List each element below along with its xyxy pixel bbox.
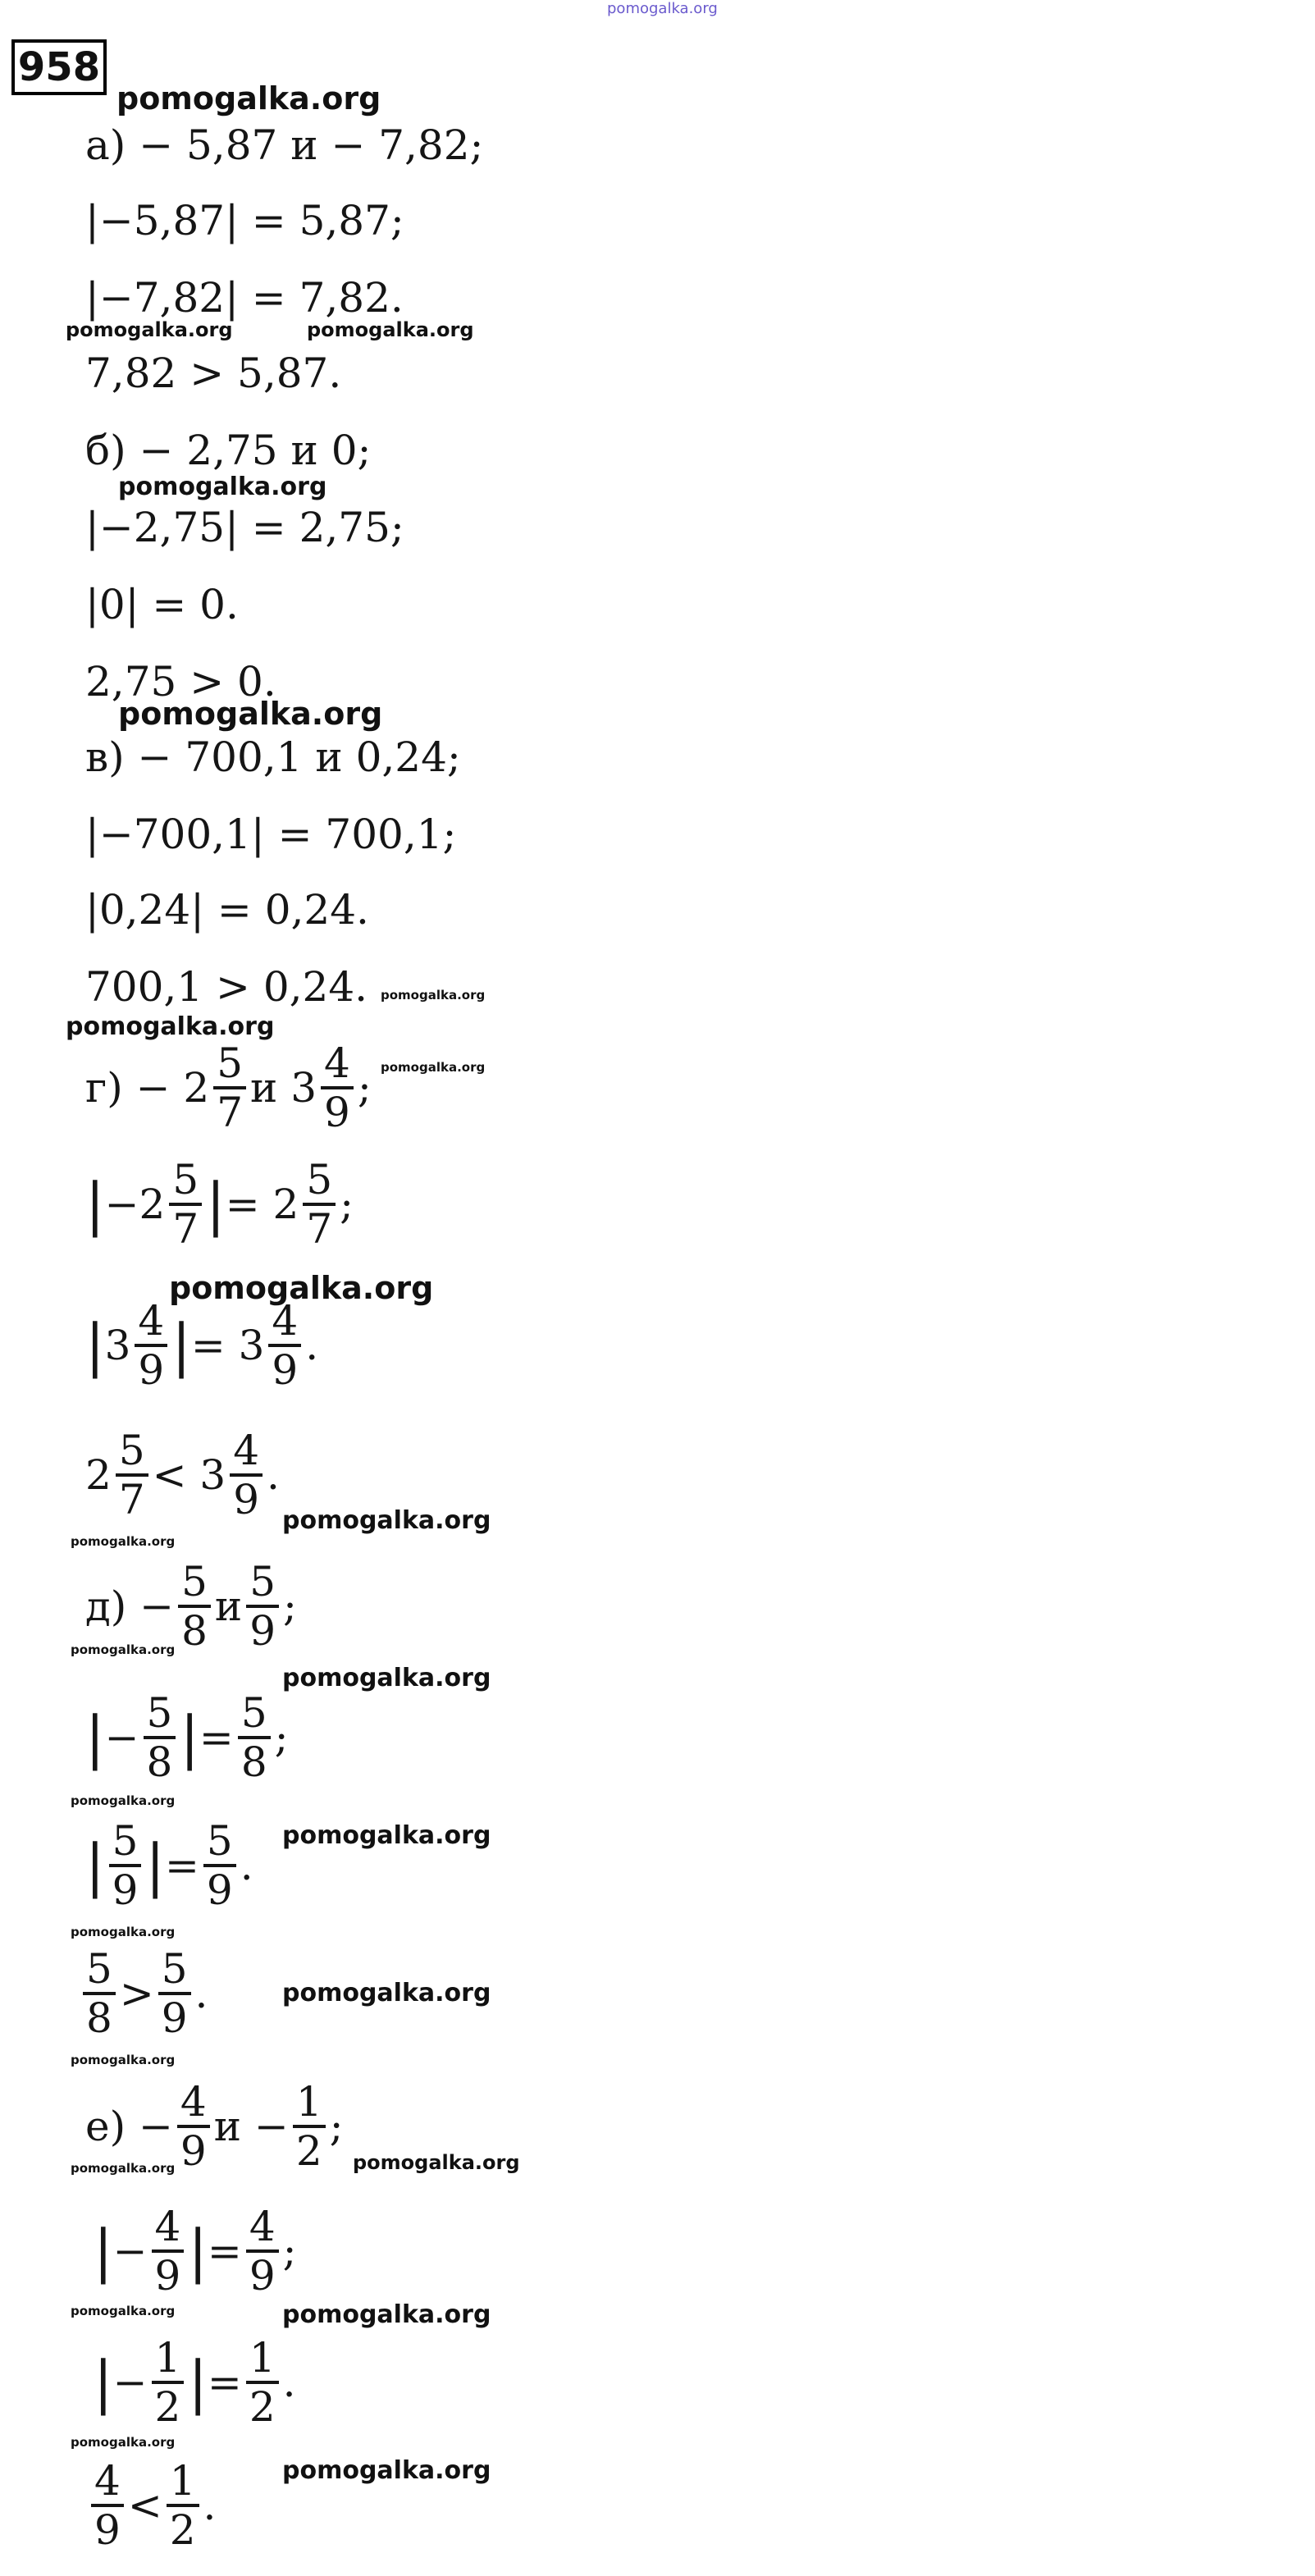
- solution-line: в) − 700,1 и 0,24;: [85, 733, 461, 781]
- watermark: pomogalka.org: [71, 2161, 176, 2176]
- watermark: pomogalka.org: [71, 2435, 176, 2450]
- fraction: $\frac{1}{2}$: [246, 2335, 279, 2430]
- fraction: $\frac{4}{9}$: [268, 1298, 301, 1393]
- abs-bar: |: [85, 1704, 105, 1771]
- solution-line: 7,82 > 5,87.: [85, 349, 342, 397]
- fraction: $\frac{4}{9}$: [177, 2079, 210, 2174]
- abs-bar: |: [206, 1171, 226, 1238]
- watermark: pomogalka.org: [66, 1012, 275, 1041]
- solution-line: |−5,87| = 5,87;: [85, 197, 404, 244]
- solution-line: |0,24| = 0,24.: [85, 886, 369, 934]
- solution-line: | $\frac{5}{9}$ |= $\frac{5}{9}$ .: [85, 1817, 253, 1914]
- fraction: $\frac{4}{9}$: [321, 1040, 354, 1135]
- problem-number: 958: [11, 39, 107, 95]
- solution-line: |− $\frac{5}{8}$ |= $\frac{5}{8}$ ;: [85, 1689, 289, 1786]
- fraction: $\frac{5}{7}$: [116, 1427, 148, 1523]
- watermark: pomogalka.org: [282, 1506, 491, 1535]
- solution-line: 2 $\frac{5}{7}$ < 3 $\frac{4}{9}$ .: [85, 1427, 280, 1523]
- watermark: pomogalka.org: [71, 1642, 176, 1657]
- fraction: $\frac{5}{7}$: [169, 1157, 202, 1252]
- abs-bar: |: [85, 1832, 105, 1899]
- watermark: pomogalka.org: [66, 318, 233, 341]
- fraction: $\frac{1}{2}$: [293, 2079, 326, 2174]
- abs-bar: |: [85, 1171, 105, 1238]
- fraction: $\frac{5}{9}$: [246, 1559, 279, 1654]
- abs-bar: |: [180, 1704, 199, 1771]
- solution-line: $\frac{4}{9}$ < $\frac{1}{2}$ .: [87, 2458, 216, 2553]
- solution-line: |−7,82| = 7,82.: [85, 274, 404, 322]
- watermark: pomogalka.org: [282, 2456, 491, 2485]
- solution-line: б) − 2,75 и 0;: [85, 427, 372, 474]
- solution-line: |− $\frac{4}{9}$ |= $\frac{4}{9}$ ;: [94, 2203, 297, 2300]
- fraction: $\frac{4}{9}$: [246, 2204, 279, 2299]
- fraction: $\frac{5}{8}$: [178, 1559, 211, 1654]
- solution-line: $\frac{5}{8}$ > $\frac{5}{9}$ .: [79, 1946, 208, 2041]
- watermark: pomogalka.org: [307, 318, 474, 341]
- solution-line: 2,75 > 0.: [85, 658, 276, 706]
- abs-bar: |: [188, 2217, 208, 2285]
- abs-bar: |: [94, 2217, 113, 2285]
- solution-line: |−2,75| = 2,75;: [85, 504, 404, 551]
- fraction: $\frac{5}{9}$: [109, 1818, 142, 1913]
- solution-line: г) − 2 $\frac{5}{7}$ и 3 $\frac{4}{9}$ ;: [85, 1039, 372, 1136]
- watermark: pomogalka.org: [71, 1534, 176, 1549]
- item-label: е) −: [85, 2103, 173, 2150]
- fraction: $\frac{1}{2}$: [167, 2458, 199, 2553]
- fraction: $\frac{5}{9}$: [158, 1946, 191, 2041]
- fraction: $\frac{4}{9}$: [152, 2204, 185, 2299]
- item-label: г) − 2: [85, 1064, 210, 1112]
- abs-bar: |: [94, 2349, 113, 2416]
- watermark: pomogalka.org: [71, 1925, 176, 1939]
- abs-bar: |: [145, 1832, 165, 1899]
- watermark: pomogalka.org: [116, 80, 381, 116]
- solution-line: е) − $\frac{4}{9}$ и − $\frac{1}{2}$ ;: [85, 2078, 344, 2175]
- abs-bar: |: [85, 1312, 105, 1379]
- fraction: $\frac{5}{7}$: [303, 1157, 336, 1252]
- solution-line: |0| = 0.: [85, 581, 239, 628]
- solution-line: а) − 5,87 и − 7,82;: [85, 121, 484, 169]
- abs-bar: |: [188, 2349, 208, 2416]
- watermark: pomogalka.org: [353, 2151, 520, 2174]
- watermark: pomogalka.org: [71, 1793, 176, 1808]
- fraction: $\frac{1}{2}$: [152, 2335, 185, 2430]
- watermark: pomogalka.org: [282, 1664, 491, 1692]
- solution-line: |−2 $\frac{5}{7}$ |= 2 $\frac{5}{7}$ ;: [85, 1156, 354, 1253]
- watermark: pomogalka.org: [381, 988, 486, 1003]
- watermark: pomogalka.org: [169, 1270, 434, 1306]
- solution-line: 700,1 > 0,24.: [85, 963, 368, 1011]
- solution-line: |3 $\frac{4}{9}$ |= 3 $\frac{4}{9}$ .: [85, 1297, 319, 1394]
- fraction: $\frac{5}{9}$: [203, 1818, 236, 1913]
- watermark: pomogalka.org: [282, 1821, 491, 1850]
- fraction: $\frac{4}{9}$: [91, 2458, 124, 2553]
- watermark: pomogalka.org: [71, 2053, 176, 2067]
- watermark: pomogalka.org: [118, 696, 383, 732]
- top-watermark: pomogalka.org: [607, 0, 718, 17]
- watermark: pomogalka.org: [282, 1979, 491, 2007]
- watermark: pomogalka.org: [282, 2300, 491, 2329]
- item-label: д) −: [85, 1583, 175, 1630]
- solution-line: д) − $\frac{5}{8}$ и $\frac{5}{9}$ ;: [85, 1558, 297, 1655]
- abs-bar: |: [171, 1312, 191, 1379]
- fraction: $\frac{4}{9}$: [135, 1298, 167, 1393]
- fraction: $\frac{5}{8}$: [144, 1690, 176, 1785]
- solution-line: |− $\frac{1}{2}$ |= $\frac{1}{2}$ .: [94, 2334, 296, 2431]
- fraction: $\frac{5}{7}$: [213, 1040, 246, 1135]
- solution-line: |−700,1| = 700,1;: [85, 811, 457, 858]
- watermark: pomogalka.org: [381, 1060, 486, 1075]
- fraction: $\frac{5}{8}$: [238, 1690, 271, 1785]
- fraction: $\frac{5}{8}$: [83, 1946, 116, 2041]
- fraction: $\frac{4}{9}$: [230, 1427, 263, 1523]
- watermark: pomogalka.org: [118, 473, 327, 501]
- watermark: pomogalka.org: [71, 2304, 176, 2318]
